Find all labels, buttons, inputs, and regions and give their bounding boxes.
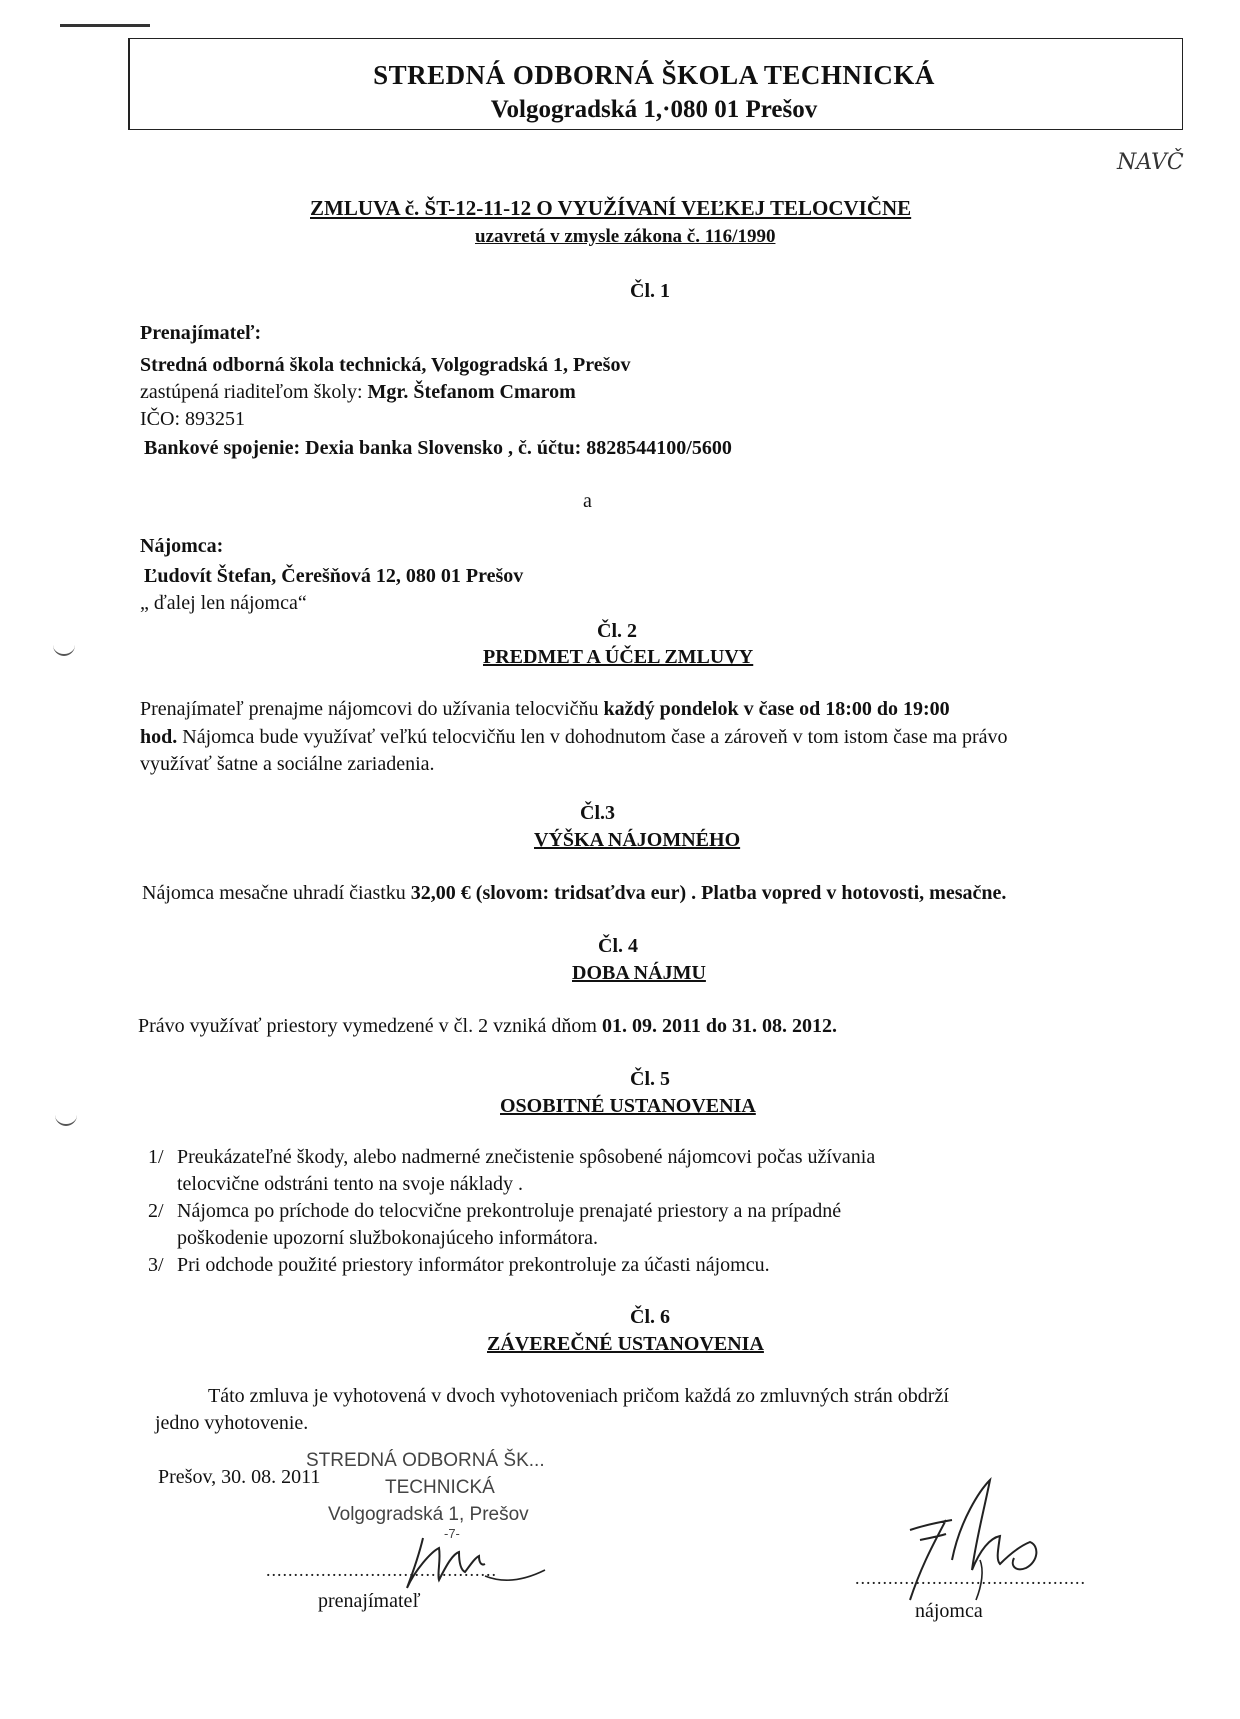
list-item-1-number: 1/	[148, 1146, 164, 1168]
article-4-label: Čl. 4	[598, 935, 638, 957]
tenant-label: Nájomca:	[140, 535, 224, 557]
contract-title: ZMLUVA č. ŠT-12-11-12 O VYUŽÍVANÍ VEĽKEJ TELOCVIČNE	[310, 196, 912, 220]
article-5-label: Čl. 5	[630, 1068, 670, 1090]
place-and-date: Prešov, 30. 08. 2011	[158, 1466, 321, 1488]
list-item-3-line-1: Pri odchode použité priestory informátor prekontroluje za účasti nájomcu.	[177, 1254, 770, 1276]
list-item-2-line-1: Nájomca po príchode do telocvične prekontroluje prenajaté priestory a na prípadné	[177, 1200, 842, 1222]
list-item-2-line-2: poškodenie upozorní službokonajúceho informátora.	[177, 1227, 598, 1249]
landlord-representative: zastúpená riaditeľom školy: Mgr. Štefanom Cmarom	[140, 381, 576, 403]
article-6-label: Čl. 6	[630, 1306, 670, 1328]
punch-hole-mark	[55, 1110, 77, 1126]
landlord-bank: Bankové spojenie: Dexia banka Slovensko , č. účtu: 8828544100/5600	[144, 437, 732, 459]
punch-hole-mark	[53, 640, 75, 656]
school-address: Volgogradská 1,·080 01 Prešov	[490, 96, 818, 123]
article-2-heading: PREDMET A ÚČEL ZMLUVY	[483, 646, 754, 668]
article-6-line-1: Táto zmluva je vyhotovená v dvoch vyhotoveniach pričom každá zo zmluvných strán obdrží	[208, 1385, 949, 1407]
article-2-line-1: Prenajímateľ prenajme nájomcovi do užívania telocvičňu každý pondelok v čase od 18:00 do 19:00	[140, 698, 950, 720]
scan-top-mark	[60, 24, 150, 27]
conjunction: a	[583, 490, 592, 512]
article-6-line-2: jedno vyhotovenie.	[155, 1412, 309, 1434]
article-2-line-2: hod. Nájomca bude využívať veľkú telocvičňu len v dohodnutom čase a zároveň v tom istom čase ma právo	[140, 726, 1008, 748]
tenant-signature-label: nájomca	[915, 1600, 983, 1622]
article-4-text: Právo využívať priestory vymedzené v čl. 2 vzniká dňom 01. 09. 2011 do 31. 08. 2012.	[138, 1015, 838, 1037]
article-4-heading: DOBA NÁJMU	[572, 962, 706, 984]
list-item-1-line-1: Preukázateľné škody, alebo nadmerné znečistenie spôsobené nájomcovi počas užívania	[177, 1146, 876, 1168]
article-5-heading: OSOBITNÉ USTANOVENIA	[500, 1095, 756, 1117]
article-2-line-3: využívať šatne a sociálne zariadenia.	[140, 753, 435, 775]
contract-subtitle: uzavretá v zmysle zákona č. 116/1990	[475, 226, 776, 247]
stamp-line-1: STREDNÁ ODBORNÁ ŠK...	[306, 1450, 545, 1471]
article-2-label: Čl. 2	[597, 620, 637, 642]
landlord-label: Prenajímateľ:	[140, 322, 262, 344]
stamp-line-3: Volgogradská 1, Prešov	[328, 1504, 529, 1525]
tenant-name: Ľudovít Štefan, Čerešňová 12, 080 01 Prešov	[144, 565, 524, 587]
article-6-heading: ZÁVEREČNÉ USTANOVENIA	[487, 1333, 764, 1355]
list-item-1-line-2: telocvične odstráni tento na svoje náklady .	[177, 1173, 524, 1195]
landlord-ico: IČO: 893251	[140, 408, 245, 430]
article-3-label: Čl.3	[580, 802, 615, 824]
landlord-signature-line: ..........................................	[266, 1560, 497, 1580]
list-item-2-number: 2/	[148, 1200, 164, 1222]
landlord-name: Stredná odborná škola technická, Volgogradská 1, Prešov	[140, 354, 631, 376]
article-3-text: Nájomca mesačne uhradí čiastku 32,00 € (slovom: tridsaťdva eur) . Platba vopred v hotovosti, mesačne.	[142, 882, 1007, 904]
article-1-label: Čl. 1	[630, 280, 670, 302]
list-item-3-number: 3/	[148, 1254, 164, 1276]
stamp-mark: -7-	[444, 1526, 460, 1541]
school-name: STREDNÁ ODBORNÁ ŠKOLA TECHNICKÁ	[373, 60, 935, 90]
landlord-signature-label: prenajímateľ	[318, 1590, 421, 1612]
tenant-signature-line: ..........................................	[855, 1568, 1086, 1588]
handwritten-note: NAVČ	[1117, 150, 1184, 175]
stamp-line-2: TECHNICKÁ	[385, 1477, 495, 1498]
tenant-alias: „ ďalej len nájomca“	[140, 592, 307, 614]
article-3-heading: VÝŠKA NÁJOMNÉHO	[534, 829, 741, 851]
